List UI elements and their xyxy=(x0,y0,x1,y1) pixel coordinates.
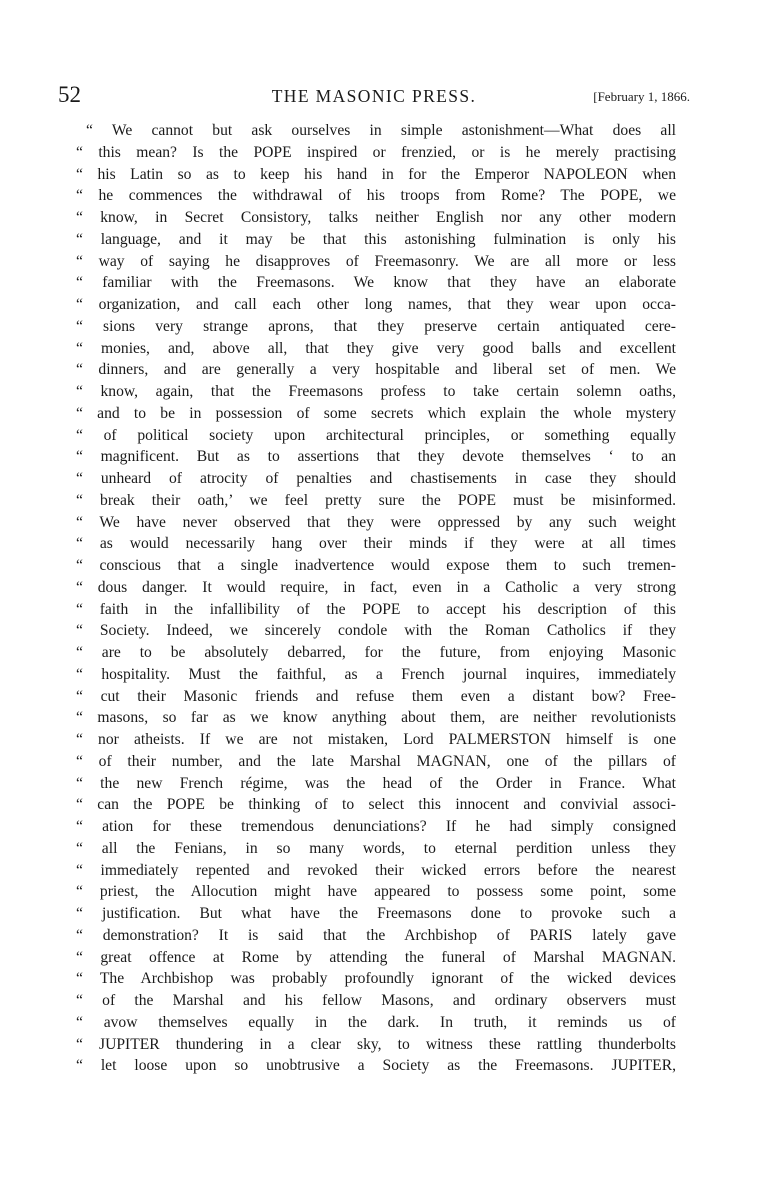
text-line: “ of political society upon architectural principles, or something equally xyxy=(76,426,676,444)
text-line: “ nor atheists. If we are not mistaken, Lord PALMERSTON himself is one xyxy=(76,731,676,748)
text-line: “ his Latin so as to keep his hand in for the Emperor NAPOLEON when xyxy=(76,165,676,183)
text-line: “ The Archbishop was probably profoundly ignorant of the wicked devices xyxy=(76,970,676,988)
article-body xyxy=(76,120,676,1077)
text-line: “ JUPITER thundering in a clear sky, to witness these rattling thunderbolts xyxy=(76,1035,676,1053)
issue-date: [February 1, 1866. xyxy=(593,89,690,104)
text-line: “ hospitality. Must the faithful, as a French journal inquires, immediately xyxy=(76,665,676,683)
text-line: “ of the Marshal and his fellow Masons, and ordinary observers must xyxy=(76,992,676,1009)
page-number: 52 xyxy=(58,82,81,107)
text-line: “ know, in Secret Consistory, talks neither English nor any other modern xyxy=(76,209,676,226)
text-line: “ priest, the Allocution might have appeared to possess some point, some xyxy=(76,883,676,901)
text-line: “ and to be in possession of some secrets which explain the whole mystery xyxy=(76,404,676,422)
text-line: “ as would necessarily hang over their minds if they were at all times xyxy=(76,535,676,553)
text-line: “ of their number, and the late Marshal MAGNAN, one of the pillars of xyxy=(76,752,676,770)
text-line: “ he commences the withdrawal of his troops from Rome? The POPE, we xyxy=(76,187,676,205)
text-line: “ unheard of atrocity of penalties and chastisements in case they should xyxy=(76,470,676,487)
text-line: “ language, and it may be that this astonishing fulmination is only his xyxy=(76,230,676,248)
text-line: “ this mean? Is the POPE inspired or frenzied, or is he merely practising xyxy=(76,143,676,161)
text-line: “ cut their Masonic friends and refuse them even a distant bow? Free- xyxy=(76,687,676,705)
text-line: “ immediately repented and revoked their wicked errors before the nearest xyxy=(76,861,676,879)
text-line: “ Society. Indeed, we sincerely condole with the Roman Catholics if they xyxy=(76,622,676,640)
text-line: “ way of saying he disapproves of Freemasonry. We are all more or less xyxy=(76,252,676,270)
text-line: “ sions very strange aprons, that they preserve certain antiquated cere- xyxy=(76,317,676,335)
text-line: “ familiar with the Freemasons. We know that they have an elaborate xyxy=(76,274,676,292)
text-line: “ all the Fenians, in so many words, to eternal perdition unless they xyxy=(76,839,676,857)
text-line: “ dous danger. It would require, in fact, even in a Catholic a very strong xyxy=(76,578,676,596)
text-line: “ faith in the infallibility of the POPE to accept his description of this xyxy=(76,600,676,618)
text-line: “ ation for these tremendous denunciations? If he had simply consigned xyxy=(76,818,676,835)
text-line: “ monies, and, above all, that they give very good balls and excellent xyxy=(76,339,676,357)
text-line: “ avow themselves equally in the dark. In truth, it reminds us of xyxy=(76,1013,676,1031)
text-line: “ are to be absolutely debarred, for the future, from enjoying Masonic xyxy=(76,644,676,661)
text-line: “ can the POPE be thinking of to select this innocent and convivial associ- xyxy=(76,796,676,814)
text-line: “ We cannot but ask ourselves in simple astonishment—What does all xyxy=(86,122,676,139)
running-title: THE MASONIC PRESS. xyxy=(271,86,477,106)
text-line: “ organization, and call each other long names, that they wear upon occa- xyxy=(76,296,676,313)
text-line: “ magnificent. But as to assertions that they devote themselves ‘ to an xyxy=(76,448,676,466)
page-header xyxy=(58,82,690,112)
text-line: “ demonstration? It is said that the Archbishop of PARIS lately gave xyxy=(76,926,676,944)
text-line: “ masons, so far as we know anything about them, are neither revolutionists xyxy=(76,709,676,727)
text-line: “ dinners, and are generally a very hospitable and liberal set of men. We xyxy=(76,361,676,379)
text-line: “ justification. But what have the Freemasons done to provoke such a xyxy=(76,905,676,922)
text-line: “ know, again, that the Freemasons profess to take certain solemn oaths, xyxy=(76,383,676,400)
text-line: “ great offence at Rome by attending the funeral of Marshal MAGNAN. xyxy=(76,948,676,966)
text-line: “ the new French régime, was the head of the Order in France. What xyxy=(76,774,676,792)
text-line: “ We have never observed that they were oppressed by any such weight xyxy=(76,513,676,531)
text-line: “ let loose upon so unobtrusive a Society as the Freemasons. JUPITER, xyxy=(76,1057,676,1075)
text-line: “ break their oath,’ we feel pretty sure the POPE must be misinformed. xyxy=(76,491,676,509)
text-line: “ conscious that a single inadvertence would expose them to such tremen- xyxy=(76,557,676,574)
